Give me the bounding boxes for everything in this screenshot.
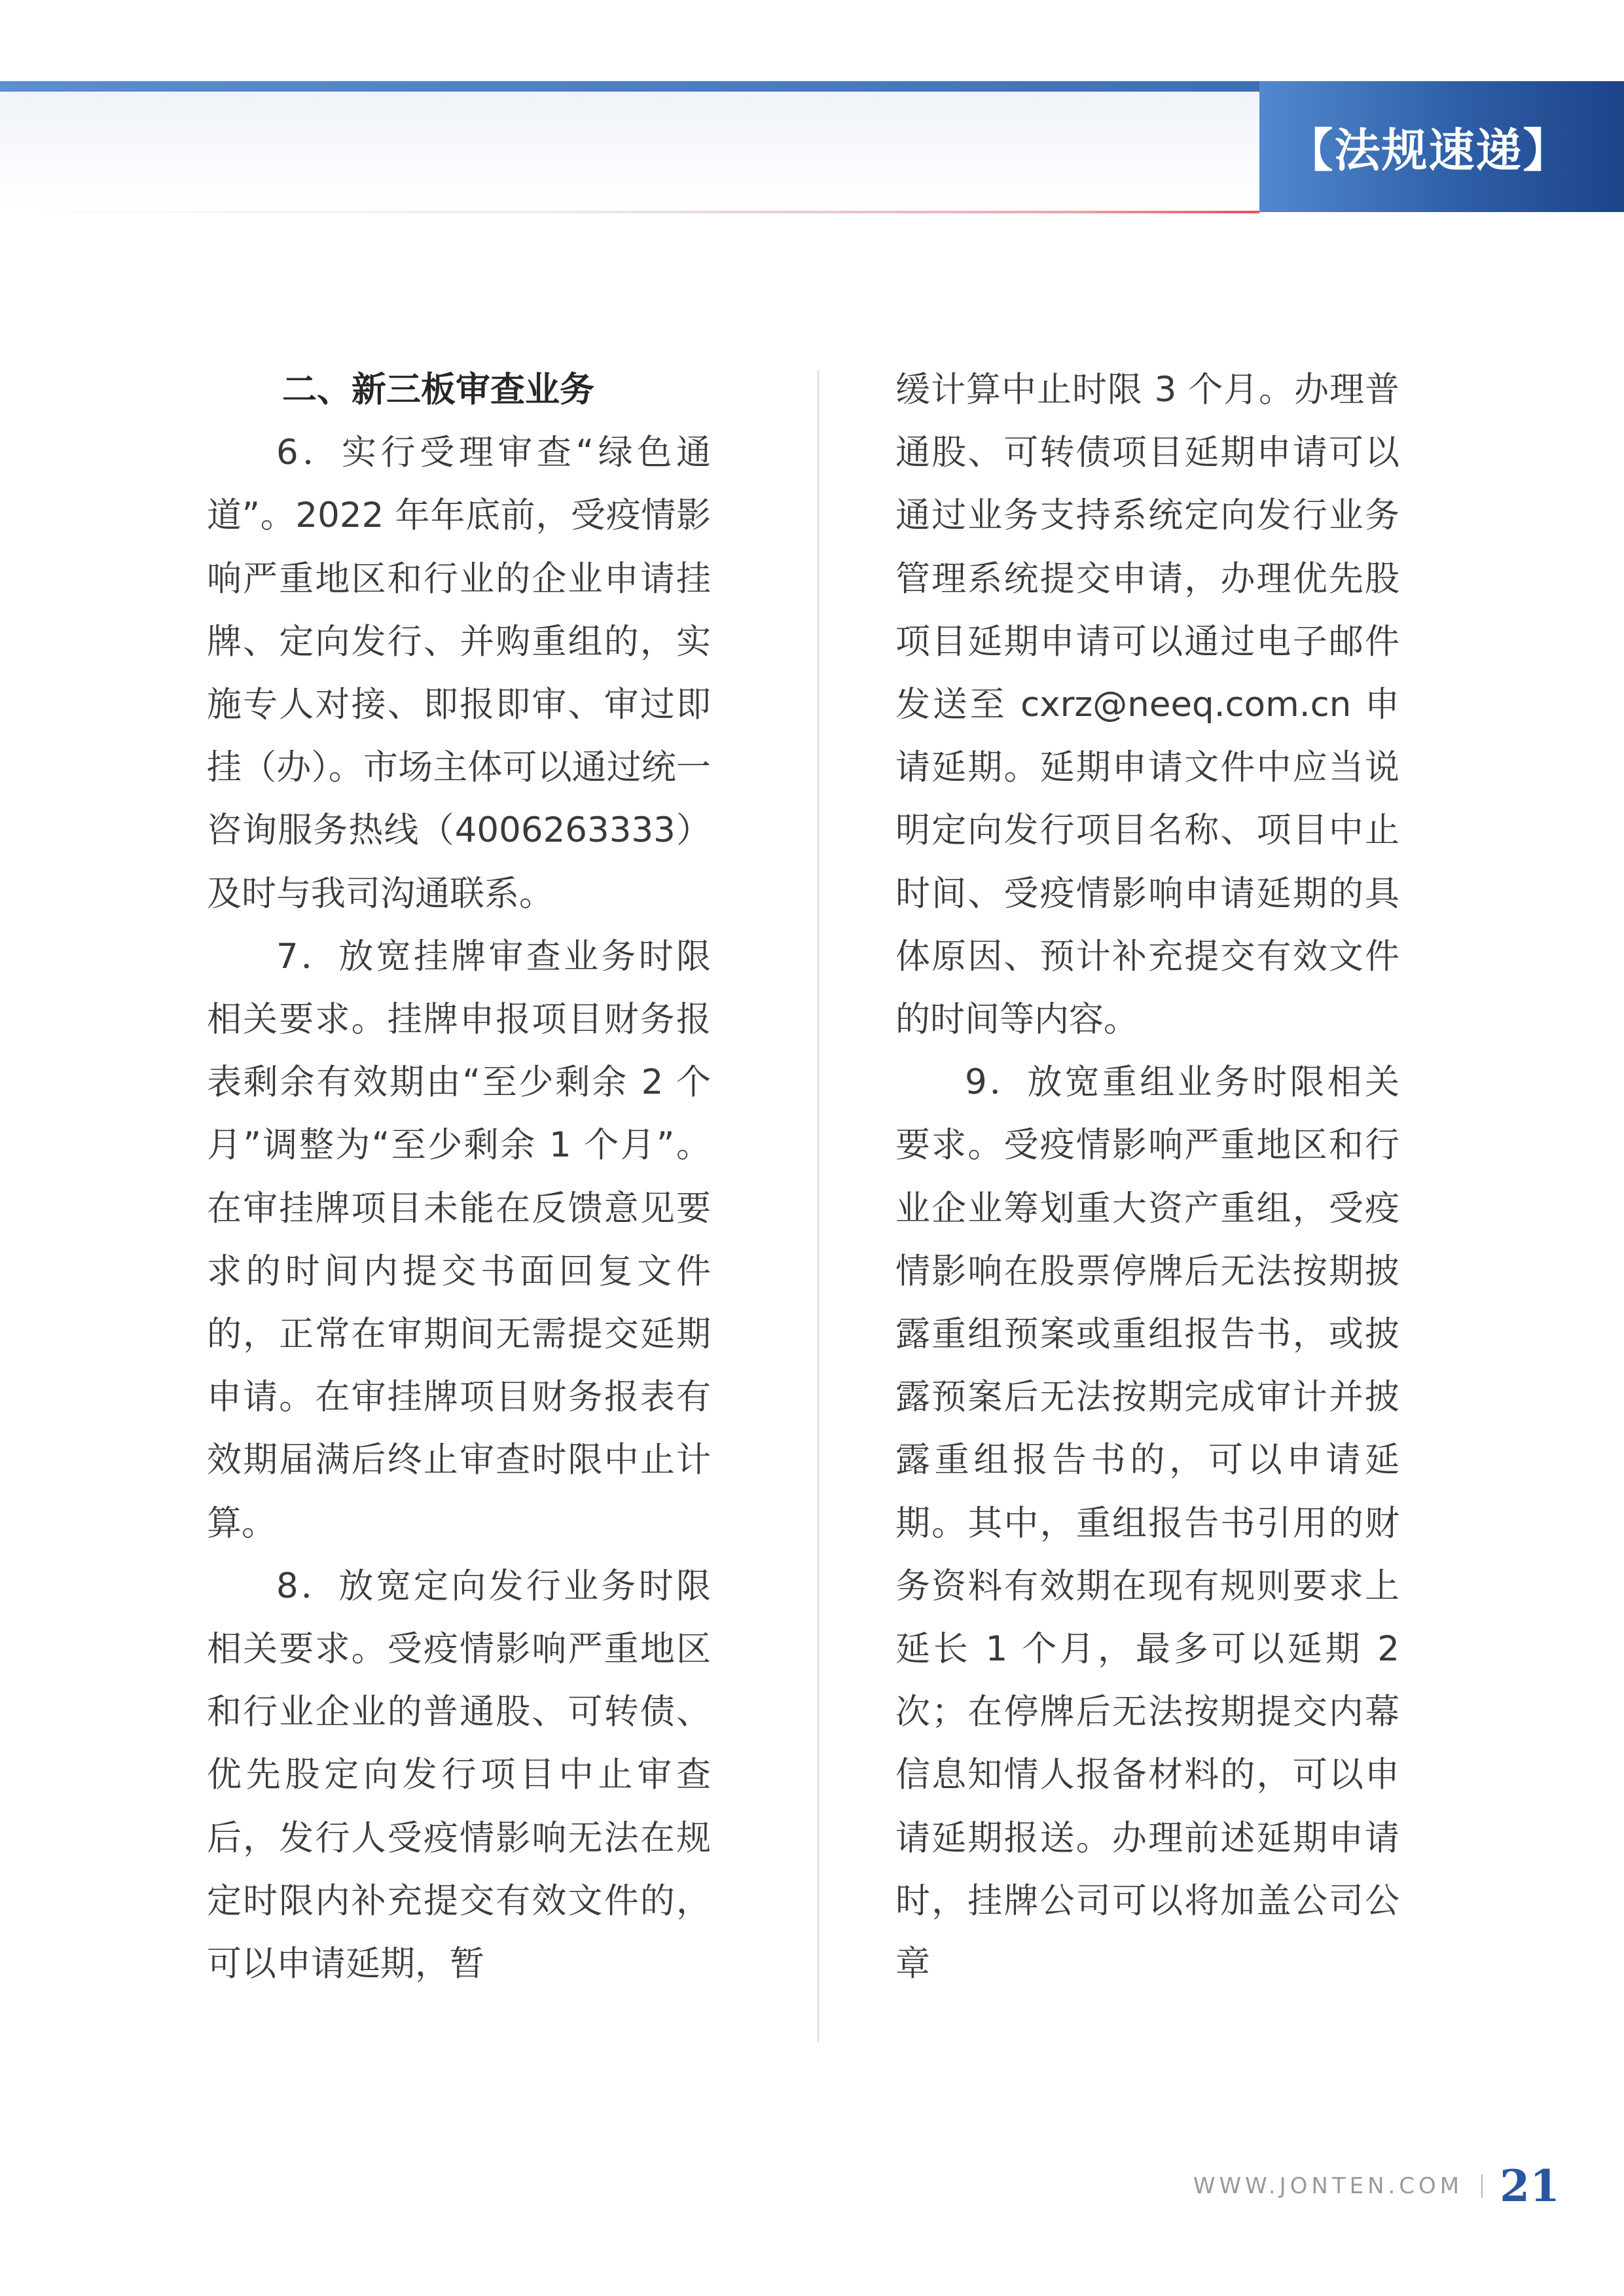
header-band — [0, 81, 1259, 212]
column-divider — [818, 370, 819, 2042]
section-tag: 【法规速递】 — [1259, 81, 1624, 212]
page-footer — [1193, 2153, 1560, 2219]
right-column — [895, 359, 1399, 1996]
header-top-rule — [0, 81, 1259, 92]
section-heading: 二、新三板审查业务 — [282, 370, 594, 410]
left-column — [207, 359, 711, 1996]
paragraph-item-8-continued: 缓计算中止时限 3 个月。办理普通股、可转债项目延期申请可以通过业务支持系统定向发行业务管理系统提交申请，办理优先股项目延期申请可以通过电子邮件发送至 cxrz@neeq.com.cn 申请延期。延期申请文件中应当说明定向发行项目名称、项目中止时间、受疫情影响申请延期的具体原因、预计补充提交有效文件的时间等内容。 — [895, 370, 1399, 1040]
paragraph-item-6: 6．实行受理审查“绿色通道”。2022 年年底前，受疫情影响严重地区和行业的企业申请挂牌、定向发行、并购重组的，实施专人对接、即报即审、审过即挂（办）。市场主体可以通过统一咨询服务热线（4006263333）及时与我司沟通联系。 — [207, 433, 711, 914]
paragraph-item-9: 9．放宽重组业务时限相关要求。受疫情影响严重地区和行业企业筹划重大资产重组，受疫情影响在股票停牌后无法按期披露重组预案或重组报告书，或披露预案后无法按期完成审计并披露重组报告书的，可以申请延期。其中，重组报告书引用的财务资料有效期在现有规则要求上延长 1 个月，最多可以延期 2 次；在停牌后无法按期提交内幕信息知情人报备材料的，可以申请延期报送。办理前述延期申请时，挂牌公司可以将加盖公司公章 — [895, 1062, 1399, 1984]
header-bottom-rule — [0, 211, 1259, 213]
page-number: 21 — [1500, 2161, 1560, 2212]
paragraph-item-8: 8．放宽定向发行业务时限相关要求。受疫情影响严重地区和行业企业的普通股、可转债、优先股定向发行项目中止审查后，发行人受疫情影响无法在规定时限内补充提交有效文件的，可以申请延期，暂 — [207, 1566, 711, 1984]
footer-separator — [1481, 2174, 1483, 2198]
website-url: WWW.JONTEN.COM — [1193, 2173, 1464, 2199]
paragraph-item-7: 7．放宽挂牌审查业务时限相关要求。挂牌申报项目财务报表剩余有效期由“至少剩余 2 个月”调整为“至少剩余 1 个月”。在审挂牌项目未能在反馈意见要求的时间内提交书面回复文件的，正常在审期间无需提交延期申请。在审挂牌项目财务报表有效期届满后终止审查时限中止计算。 — [207, 936, 711, 1543]
